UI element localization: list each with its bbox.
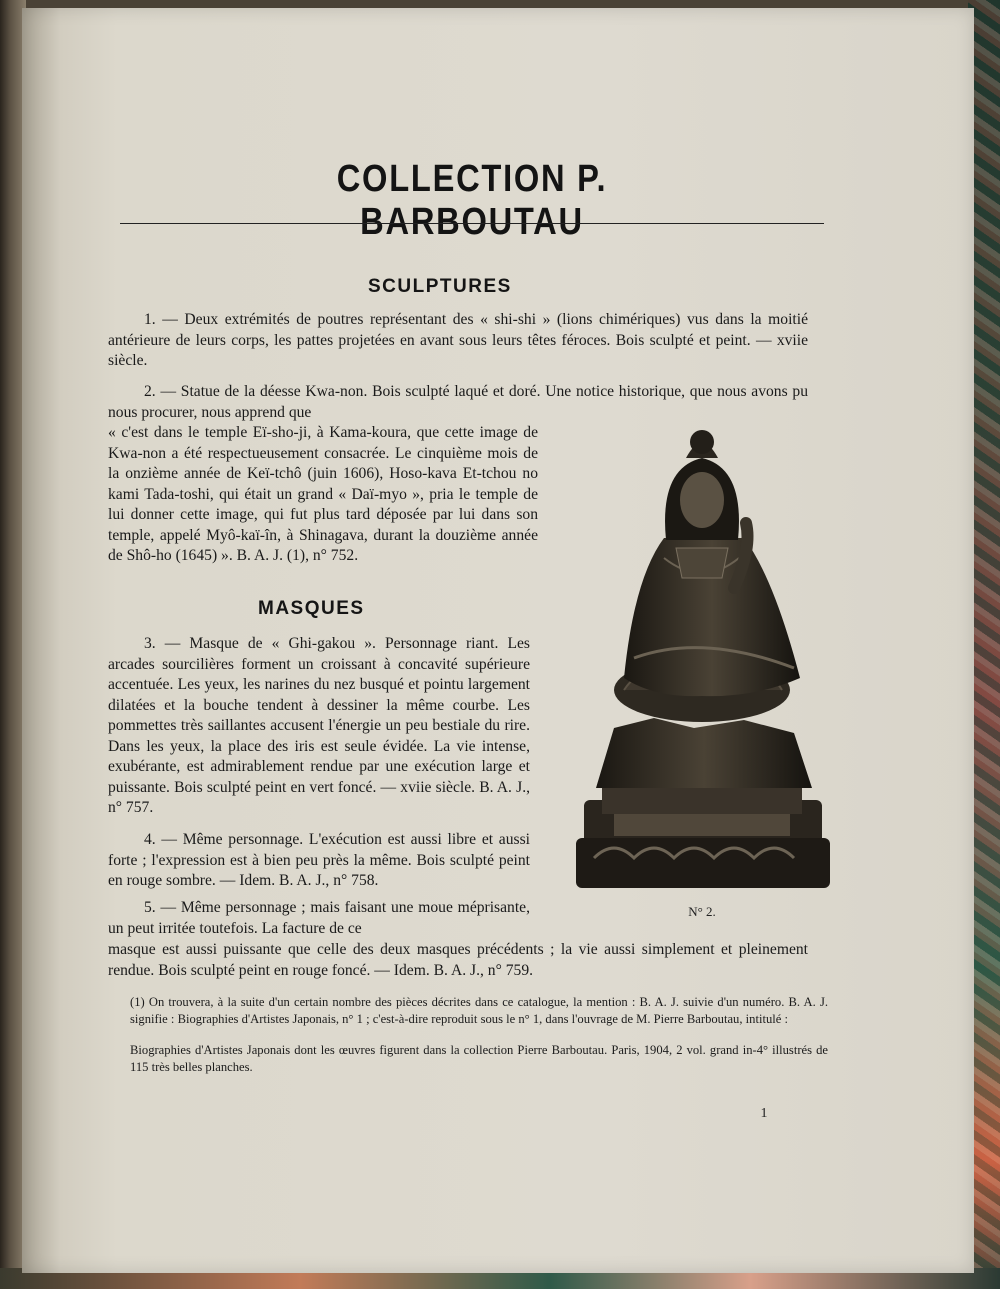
catalogue-page <box>22 8 974 1273</box>
section-heading-sculptures: SCULPTURES <box>368 276 512 297</box>
page-number: 1 <box>760 1106 768 1121</box>
item-4-text: 4. — Même personnage. L'exécution est aussi libre et aussi forte ; l'expression est à bien peu près la même. Bois sculpté peint en rouge sombre. — Idem. B. A. J., n° 758. <box>108 831 530 889</box>
item-2-text-head <box>108 382 808 423</box>
section-heading-masques: MASQUES <box>258 598 365 619</box>
footnote-part-2: Biographies d'Artistes Japonais dont les œuvres figurent dans la collection Pierre Barboutau. Paris, 1904, 2 vol. grand in-4° illustrés de 115 très belles planches. <box>130 1043 828 1074</box>
item-2-column <box>108 423 538 593</box>
figure-caption: N° 2. <box>688 904 716 919</box>
item-3-text: 3. — Masque de « Ghi-gakou ». Personnage riant. Les arcades sourcilières forment un croissant à concavité supérieure accentuée. Les yeux, les narines du nez busqué et pointu largement dilatées et la bouche tendent à dessiner la même courbe. Les pommettes très saillantes accusent l'énergie un peu bestiale du rire. Dans les yeux, la place des iris est seule évidée. La vie intense, exubérante, est admirablement rendue par une exécution large et puissante. Bois sculpté peint en vert foncé. — xviie siècle. B. A. J., n° 757. <box>108 635 530 816</box>
item-2-text-continued: « c'est dans le temple Eï-sho-ji, à Kama-koura, que cette image de Kwa-non a été respectueusement consacrée. Le cinquième mois de la onzième année de Keï-tchô (juin 1606), Hoso-kava Et-tchou no kami Tada-toshi, qui était un grand « Daï-myo », pria le temple de lui donner cette image, qui fut plus tard déposée par lui dans son temple, appelé Myô-kaï-în, à Shinagava, durant la douzième année de Shô-ho (1645) ». B. A. J. (1), n° 752. <box>108 424 538 564</box>
item-5-text-start: 5. — Même personnage ; mais faisant une moue méprisante, un peut irritée toutefois. La facture de ce <box>108 899 530 937</box>
statue-photograph <box>574 428 832 892</box>
item-1-text: 1. — Deux extrémités de poutres représentant des « shi-shi » (lions chimériques) vus dans la moitié antérieure de leurs corps, les pattes projetées en avant sous leurs têtes féroces. Bois sculpté et peint. — xviie siècle. <box>108 311 808 369</box>
item-2-text: 2. — Statue de la déesse Kwa-non. Bois sculpté laqué et doré. Une notice historique, que nous avons pu nous procurer, nous apprend que <box>108 383 808 421</box>
footnote-part-1: (1) On trouvera, à la suite d'un certain nombre des pièces décrites dans ce catalogue, la mention : B. A. J. suivie d'un numéro. B. A. J. signifie : Biographies d'Artistes Japonais, n° 1 ; c'est-à-dire reproduit sous le n° 1, dans l'ouvrage de M. Pierre Barboutau, intitulé : <box>130 995 828 1026</box>
title-rule <box>120 223 824 224</box>
kwannon-statue-image <box>574 428 832 892</box>
page-title: COLLECTION P. BARBOUTAU <box>336 158 608 243</box>
item-5-text-end: masque est aussi puissante que celle des deux masques précédents ; la vie aussi simplement et pleinement rendue. Bois sculpté peint en rouge foncé. — Idem. B. A. J., n° 759. <box>108 941 808 979</box>
